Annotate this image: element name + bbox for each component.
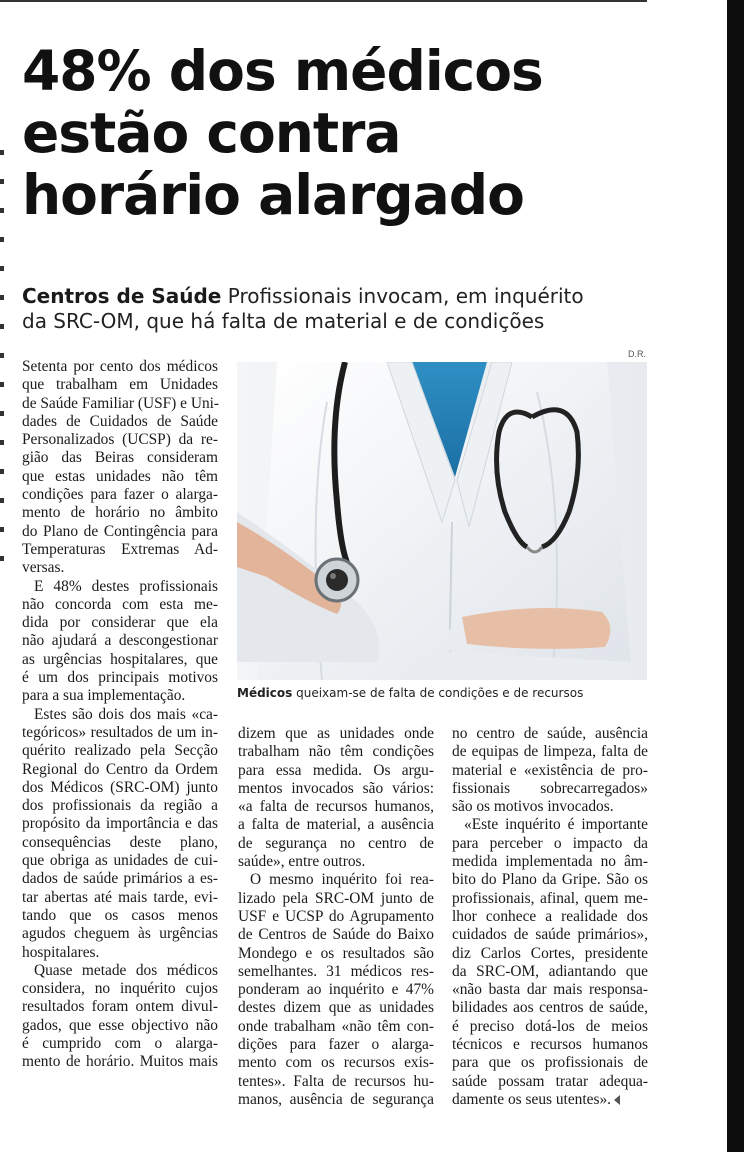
- text-line: gados, que esse objectivo não: [22, 1016, 218, 1034]
- text-line: dos profissionais da região a: [22, 797, 218, 815]
- text-line: USF e UCSP do Agrupamento: [238, 907, 434, 925]
- text-line: agudos cheguem às urgências: [22, 925, 218, 943]
- text-line: resultados foram ontem divul-: [22, 998, 218, 1016]
- text-line: quérito realizado pela Secção: [22, 742, 218, 760]
- text-line: no centro de saúde, ausência: [452, 725, 648, 742]
- article-column-1: [22, 358, 218, 1072]
- text-line: para perceber o impacto da: [452, 834, 648, 852]
- gutter-marks: [0, 150, 6, 590]
- text-line: saúde possam tratar adequa-: [452, 1072, 648, 1090]
- page-edge-strip: [727, 0, 744, 1152]
- text-line: dida por considerar que ela: [22, 614, 218, 632]
- text-line: Mondego e os resultados são: [238, 944, 434, 962]
- text-line: bilidades aos centros de saúde,: [452, 999, 648, 1017]
- text-line: da SRC-OM, adiantando que: [452, 962, 648, 980]
- text-line: «a falta de recursos humanos,: [238, 798, 434, 816]
- text-line: tegóricos» resultados de um in-: [22, 723, 218, 741]
- headline: [22, 40, 662, 226]
- text-line: Temperaturas Extremas Ad-: [22, 540, 218, 558]
- text-line: manos, ausência de segurança: [238, 1090, 434, 1108]
- text-line: material e «existência de pro-: [452, 761, 648, 779]
- text-line: versas.: [22, 559, 65, 577]
- text-line: gião das Beiras consideram: [22, 449, 218, 467]
- text-line: lhor conhece a realidade dos: [452, 907, 648, 925]
- text-line: de Centros de Saúde do Baixo: [238, 926, 434, 944]
- text-line: E 48% destes profissionais: [34, 577, 218, 595]
- text-line: não concorda com esta me-: [22, 595, 218, 613]
- doctor-photo: [237, 362, 647, 680]
- text-line: hospitalares.: [22, 943, 100, 961]
- text-line: condições para fazer o alarga-: [22, 486, 218, 504]
- text-line: bito do Plano da Gripe. São os: [452, 871, 648, 889]
- text-line: técnicos e recursos humanos: [452, 1036, 648, 1054]
- text-line: dados de saúde primários a es-: [22, 870, 218, 888]
- text-line: «não basta dar mais responsa-: [452, 981, 648, 999]
- text-line-end: damente os seus utentes».: [452, 1090, 612, 1108]
- headline-line: 48% dos médicos: [22, 39, 543, 103]
- deck-kicker: Centros de Saúde: [22, 284, 222, 308]
- text-line: mento com os recursos exis-: [238, 1054, 434, 1072]
- text-line: dos Médicos (SRC-OM) junto: [22, 778, 218, 796]
- caption-text: queixam-se de falta de condições e de recursos: [292, 686, 584, 700]
- text-line: tentes». Falta de recursos hu-: [238, 1072, 434, 1090]
- text-line: trabalham não têm condições: [238, 743, 434, 761]
- text-line: não ajudará a descongestionar: [22, 632, 218, 650]
- text-line: é preciso dotá-los de meios: [452, 1017, 648, 1035]
- deck-text-2: da SRC-OM, que há falta de material e de condições: [22, 309, 545, 333]
- text-line: que obriga as unidades de cui-: [22, 852, 218, 870]
- text-line: Setenta por cento dos médicos: [22, 358, 218, 375]
- caption-lead: Médicos: [237, 686, 293, 700]
- article-column-2: [238, 725, 434, 1109]
- photo-caption: [237, 685, 647, 701]
- text-line: profissionais, afinal, quem me-: [452, 889, 648, 907]
- text-line: O mesmo inquérito foi rea-: [250, 871, 434, 889]
- headline-line: estão contra: [22, 101, 401, 165]
- text-line: destes dizem que as unidades: [238, 999, 434, 1017]
- text-line: saúde», entre outros.: [238, 853, 366, 871]
- deck-text: Profissionais invocam, em inquérito: [221, 284, 584, 308]
- end-of-article-icon: [614, 1095, 620, 1105]
- text-line: é um dos principais motivos: [22, 669, 218, 687]
- text-line: são os motivos invocados.: [452, 798, 614, 816]
- text-line: de Saúde Familiar (USF) e Uni-: [22, 394, 220, 412]
- text-line: onde trabalham «não têm con-: [238, 1017, 434, 1035]
- text-line: a falta de material, a ausência: [238, 816, 434, 834]
- text-line: de equipas de limpeza, falta de: [452, 743, 648, 761]
- text-line: para que os profissionais de: [452, 1054, 648, 1072]
- text-line: propósito da importância e das: [22, 815, 218, 833]
- text-line: mento de horário. Muitos mais: [22, 1053, 218, 1071]
- text-line: mentos invocados são vários:: [238, 779, 434, 797]
- text-line: ponderam ao inquérito e 47%: [238, 981, 434, 999]
- text-line-last: [452, 1091, 648, 1109]
- text-line: é cumprido com o alarga-: [22, 1034, 218, 1052]
- text-line: de segurança no centro de: [238, 834, 434, 852]
- text-line: as urgências hospitalares, que: [22, 650, 218, 668]
- text-line: Personalizados (UCSP) da re-: [22, 431, 218, 449]
- text-line: dizem que as unidades onde: [238, 725, 434, 742]
- text-line: dições para fazer o alarga-: [238, 1036, 434, 1054]
- article-column-3: [452, 725, 648, 1109]
- text-line: semelhantes. 31 médicos res-: [238, 962, 434, 980]
- text-line: que estas unidades não têm: [22, 467, 218, 485]
- text-line: do Plano de Contingência para: [22, 522, 218, 540]
- text-line: «Este inquérito é importante: [464, 816, 648, 834]
- deck: [22, 284, 642, 334]
- photo-credit: D.R.: [628, 349, 646, 359]
- text-line: tar abertas até mais tarde, evi-: [22, 888, 218, 906]
- text-line: fissionais sobrecarregados»: [452, 779, 648, 797]
- text-line: dades de Cuidados de Saúde: [22, 412, 218, 430]
- text-line: diz Carlos Cortes, presidente: [452, 944, 648, 962]
- text-line: considera, no inquérito cujos: [22, 980, 218, 998]
- text-line: que trabalham em Unidades: [22, 376, 218, 394]
- text-line: para essa medida. Os argu-: [238, 761, 434, 779]
- text-line: mento de horário no âmbito: [22, 504, 218, 522]
- text-line: Quase metade dos médicos: [34, 961, 218, 979]
- text-line: medida implementada no âm-: [452, 853, 648, 871]
- text-line: para a sua implementação.: [22, 687, 186, 705]
- text-line: Regional do Centro da Ordem: [22, 760, 218, 778]
- text-line: cuidados de saúde primários»,: [452, 926, 648, 944]
- text-line: consequências deste plano,: [22, 833, 218, 851]
- top-rule: [0, 0, 647, 2]
- text-line: lizado pela SRC-OM junto de: [238, 889, 434, 907]
- text-line: tando que os casos menos: [22, 906, 218, 924]
- text-line: Estes são dois dos mais «ca-: [34, 705, 218, 723]
- headline-line: horário alargado: [22, 163, 524, 227]
